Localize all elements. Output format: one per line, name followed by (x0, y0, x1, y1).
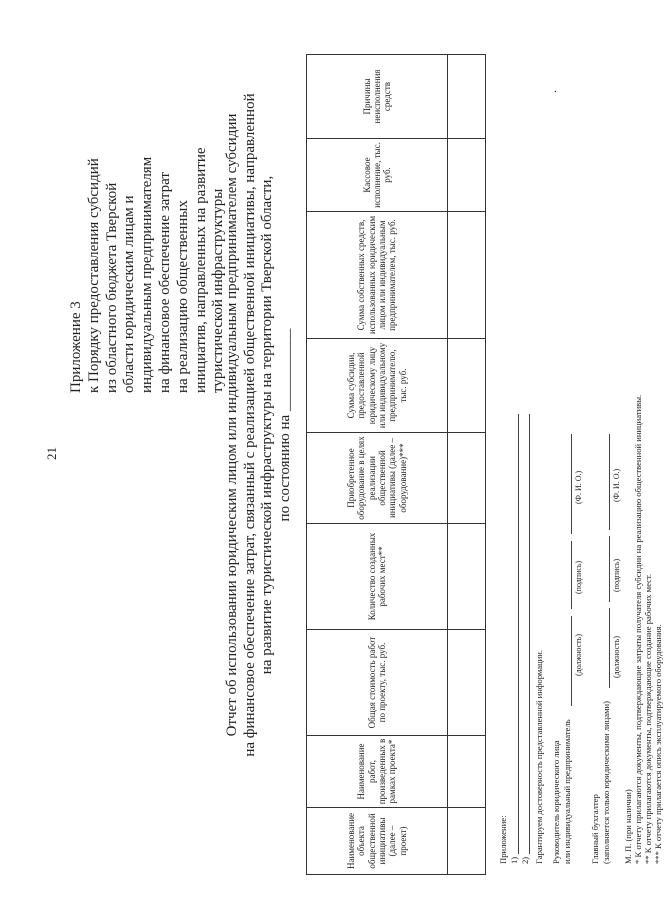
attachment-item: 1) (509, 856, 519, 864)
appendix-line: области юридическим лицам и (121, 195, 138, 393)
table-cell (448, 524, 486, 630)
footnote: * К отчету прилагаются документы, подтверждающие затраты получателя субсидии на реализацию общественной инициативы. (633, 394, 643, 864)
appendix-line: Приложение 3 (68, 301, 84, 393)
attachment-item: 2) (520, 856, 530, 864)
column-header: Причины неисполнения средств (307, 55, 448, 139)
table-row (448, 55, 486, 875)
stamp-note: М. П. (при наличии) (623, 789, 633, 864)
report-title (224, 75, 294, 775)
position-caption: (должность) (574, 634, 583, 676)
appendix-line: на финансовое обеспечение затрат (156, 172, 173, 393)
report-title-line: по состоянию на ___________ (276, 328, 293, 522)
head-label: или индивидуальный предприниматель (562, 719, 572, 864)
column-header: Сумма субсидии, предоставленной юридическому лицу или индивидуальному предпринимателю, тыс. руб. (307, 339, 448, 433)
column-header: Сумма собственных средств, использованных юридическим лицом или индивидуальным предпринимателем, тыс. руб. (307, 212, 448, 339)
report-title-line: Отчет об использовании юридическим лицом или индивидуальным предпринимателем субсидии (224, 113, 240, 737)
name-line (571, 434, 572, 534)
appendix-header (68, 0, 228, 393)
attachment-line (518, 414, 519, 854)
appendix-line: на реализацию общественных (174, 200, 191, 393)
name-caption: (Ф. И. О.) (612, 468, 621, 502)
table-cell (448, 808, 486, 875)
column-header: Наименование объекта общественной инициативы (далее – проект) (307, 808, 448, 875)
position-line (609, 608, 610, 688)
column-header: Наименование работ, произведенных в рамках проекта* (307, 736, 448, 808)
footnote: *** К отчету прилагается опись эксплуатируемого оборудования. (653, 624, 663, 864)
signature-line (571, 541, 572, 609)
name-line (609, 434, 610, 530)
name-caption: (Ф. И. О.) (574, 470, 583, 504)
column-header: Кассовое исполнение, тыс. руб. (307, 139, 448, 212)
position-caption: (должность) (612, 636, 621, 678)
signature-caption: (подпись) (612, 558, 621, 592)
column-header: Количество созданных рабочих мест** (307, 524, 448, 630)
appendix-line: индивидуальным предпринимателям (139, 156, 156, 393)
attachment-label: Приложение: (498, 815, 508, 864)
footnote: ** К отчету прилагаются документы, подтверждающие создание рабочих мест. (643, 573, 653, 864)
accountant-label: (заполняется только юридическими лицами) (601, 701, 611, 864)
table-cell (448, 55, 486, 139)
page-number: 21 (44, 447, 59, 460)
attachment-line (529, 414, 530, 854)
head-label: Руководитель юридического лица (551, 740, 561, 864)
table-cell (448, 736, 486, 808)
report-table (306, 54, 486, 875)
appendix-line: инициатив, направленных на развитие (192, 147, 209, 393)
report-title-line: на финансовое обеспечение затрат, связанный с реализацией общественной инициативы, направленной (241, 93, 258, 757)
table-cell (448, 630, 486, 736)
appendix-line: из областного бюджета Тверской (103, 182, 120, 393)
guarantee-text: Гарантируем достоверность представленной информации. (534, 649, 544, 864)
table-cell (448, 212, 486, 339)
signature-line (609, 536, 610, 602)
accountant-label: Главный бухгалтер (590, 794, 600, 864)
column-header: Приобретенное оборудование в целях реализации общественной инициативы (далее – оборудование)*** (307, 433, 448, 524)
appendix-line: к Порядку предоставления субсидий (85, 158, 102, 393)
report-title-line: на развитие туристической инфраструктуры на территории Тверской области, (259, 175, 275, 675)
appendix-line: туристической инфраструктуры (210, 188, 227, 393)
margin-dot: . (545, 90, 559, 93)
table-cell (448, 339, 486, 433)
table-cell (448, 139, 486, 212)
column-header: Общая стоимость работ по проекту, тыс. руб. (307, 630, 448, 736)
table-cell (448, 433, 486, 524)
table-header-row (307, 55, 448, 875)
position-line (571, 616, 572, 706)
signature-caption: (подпись) (574, 560, 583, 594)
